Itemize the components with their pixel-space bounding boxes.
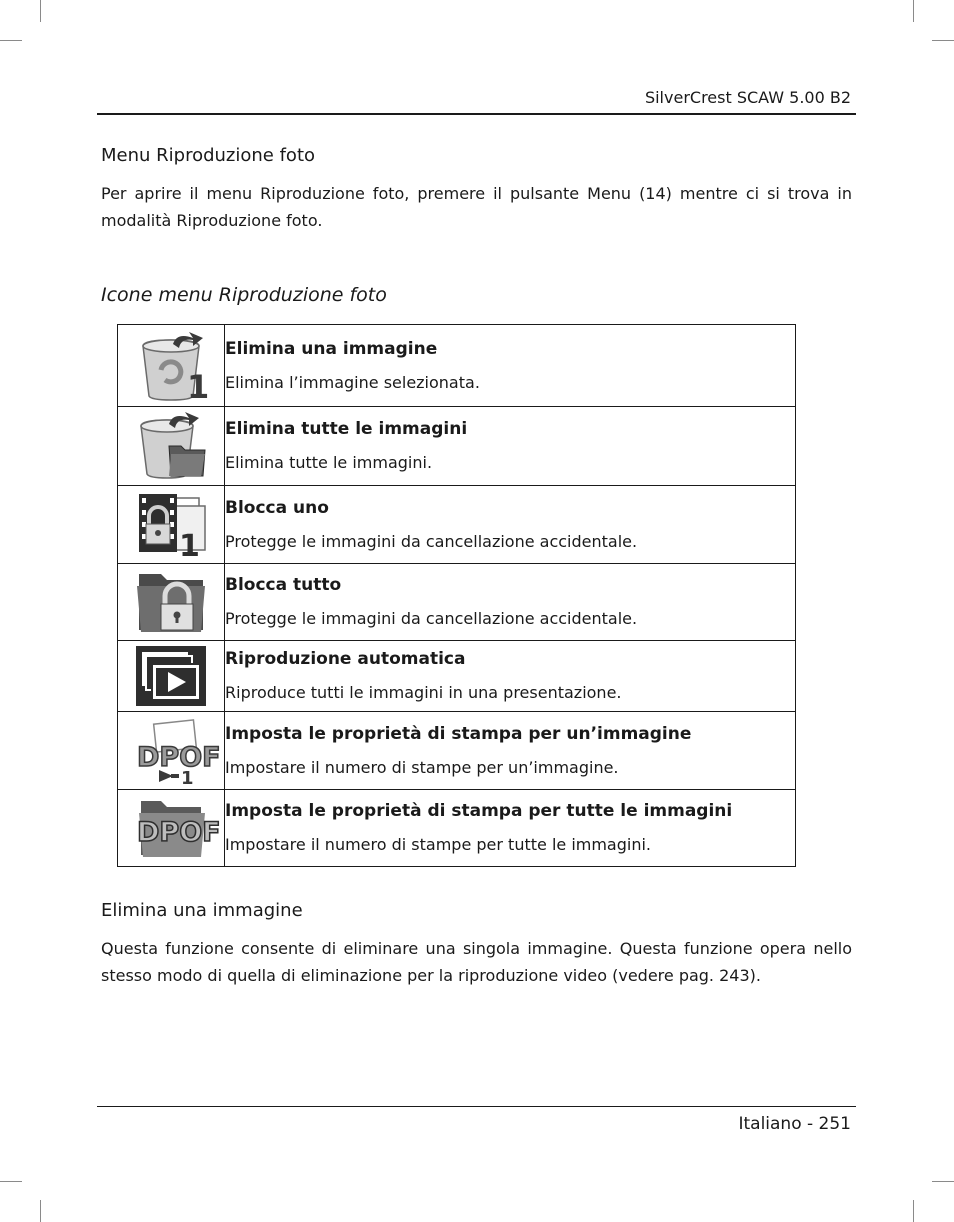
table-row xyxy=(118,564,796,641)
item-title: Imposta le proprietà di stampa per un’immagine xyxy=(225,723,692,744)
svg-text:1: 1 xyxy=(181,767,194,789)
item-description: Protegge le immagini da cancellazione accidentale. xyxy=(225,531,638,551)
item-description: Elimina l’immagine selezionata. xyxy=(225,372,480,392)
item-title: Blocca tutto xyxy=(225,575,342,595)
crop-mark xyxy=(932,1181,954,1182)
item-title: Elimina tutte le immagini xyxy=(225,419,468,439)
svg-text:1: 1 xyxy=(179,528,200,564)
crop-mark xyxy=(913,0,914,22)
crop-mark xyxy=(913,1200,914,1222)
item-title: Riproduzione automatica xyxy=(225,649,466,669)
slideshow-icon xyxy=(118,641,225,712)
table-row xyxy=(118,712,796,790)
page-number: Italiano - 251 xyxy=(738,1114,851,1134)
delete-one-icon xyxy=(118,325,225,407)
icon-table xyxy=(117,324,796,867)
section-heading: Elimina una immagine xyxy=(101,900,303,921)
crop-mark xyxy=(0,40,22,41)
lock-one-icon xyxy=(118,486,225,564)
crop-mark xyxy=(40,0,41,22)
dpof-all-icon xyxy=(118,790,225,867)
svg-text:DPOF: DPOF xyxy=(137,817,221,848)
item-description: Elimina tutte le immagini. xyxy=(225,453,433,472)
delete-all-icon xyxy=(118,407,225,486)
item-title: Elimina una immagine xyxy=(225,338,438,359)
table-row xyxy=(118,325,796,407)
svg-text:DPOF: DPOF xyxy=(137,741,221,773)
item-description: Impostare il numero di stampe per tutte le immagini. xyxy=(225,835,652,854)
item-description: Protegge le immagini da cancellazione accidentale. xyxy=(225,609,638,628)
table-row xyxy=(118,407,796,486)
running-header: SilverCrest SCAW 5.00 B2 xyxy=(644,88,851,107)
dpof-one-icon xyxy=(118,712,225,790)
section-heading: Menu Riproduzione foto xyxy=(101,145,316,166)
item-title: Blocca uno xyxy=(225,497,329,518)
item-description: Impostare il numero di stampe per un’immagine. xyxy=(225,757,619,777)
table-row xyxy=(118,641,796,712)
table-row xyxy=(118,790,796,867)
item-description: Riproduce tutti le immagini in una presentazione. xyxy=(225,683,622,702)
table-heading: Icone menu Riproduzione foto xyxy=(101,284,387,306)
header-rule xyxy=(97,113,856,115)
section-paragraph: Questa funzione consente di eliminare una singola immagine. Questa funzione opera nello stesso modo di quella di eliminazione per la riproduzione video (vedere pag. 243). xyxy=(101,939,852,985)
section-paragraph: Per aprire il menu Riproduzione foto, premere il pulsante Menu (14) mentre ci si trova in modalità Riproduzione foto. xyxy=(101,184,852,230)
svg-text:1: 1 xyxy=(187,367,210,406)
table-row xyxy=(118,486,796,564)
footer-rule xyxy=(97,1106,856,1107)
crop-mark xyxy=(932,40,954,41)
item-title: Imposta le proprietà di stampa per tutte le immagini xyxy=(225,801,733,821)
crop-mark xyxy=(0,1181,22,1182)
lock-all-icon xyxy=(118,564,225,641)
crop-mark xyxy=(40,1200,41,1222)
